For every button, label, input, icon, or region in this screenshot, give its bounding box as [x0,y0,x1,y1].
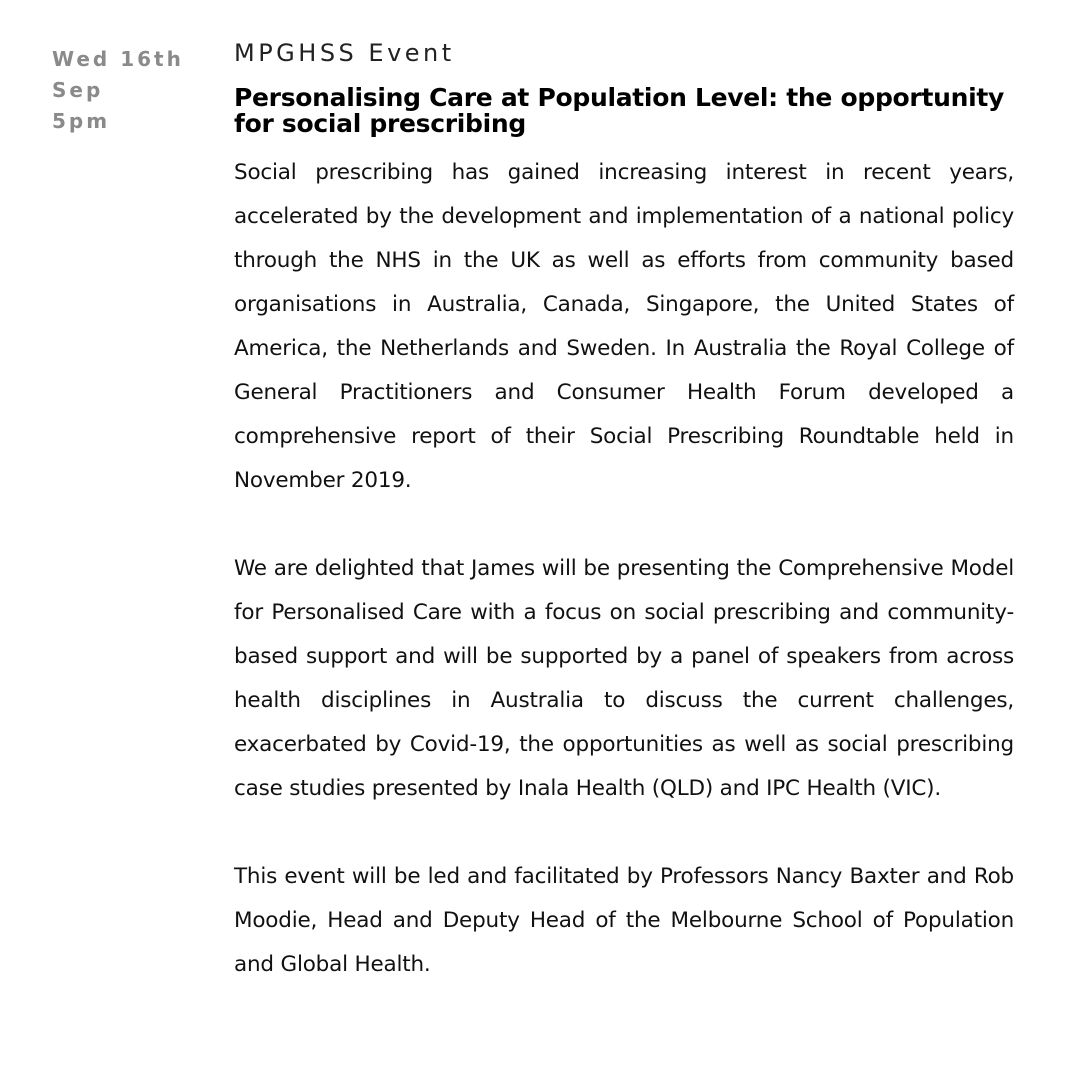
event-title: Personalising Care at Population Level: the opportunity for social prescribing [234,83,1005,138]
event-date-block [52,44,212,137]
event-time: 5pm [52,109,111,133]
description-paragraph: This event will be led and facilitated by Professors Nancy Baxter and Rob Moodie, Head and Deputy Head of the Melbourne School of Population and Global Health. [234,864,1014,977]
event-day: Wed 16th [52,47,184,71]
event-month: Sep [52,78,104,102]
event-type-label: MPGHSS Event [234,39,455,67]
event-description [234,151,1014,987]
description-paragraph: Social prescribing has gained increasing interest in recent years, accelerated by the development and implementation of a national policy through the NHS in the UK as well as efforts from community based organisations in Australia, Canada, Singapore, the United States of America, the Netherlands and Sweden. In Australia the Royal College of General Practitioners and Consumer Health Forum developed a comprehensive report of their Social Prescribing Roundtable held in November 2019. [234,160,1014,493]
event-details [234,38,1014,987]
description-paragraph: We are delighted that James will be presenting the Comprehensive Model for Personalised Care with a focus on social prescribing and community-based support and will be supported by a panel of speakers from across health disciplines in Australia to discuss the current challenges, exacerbated by Covid-19, the opportunities as well as social prescribing case studies presented by Inala Health (QLD) and IPC Health (VIC). [234,556,1014,801]
